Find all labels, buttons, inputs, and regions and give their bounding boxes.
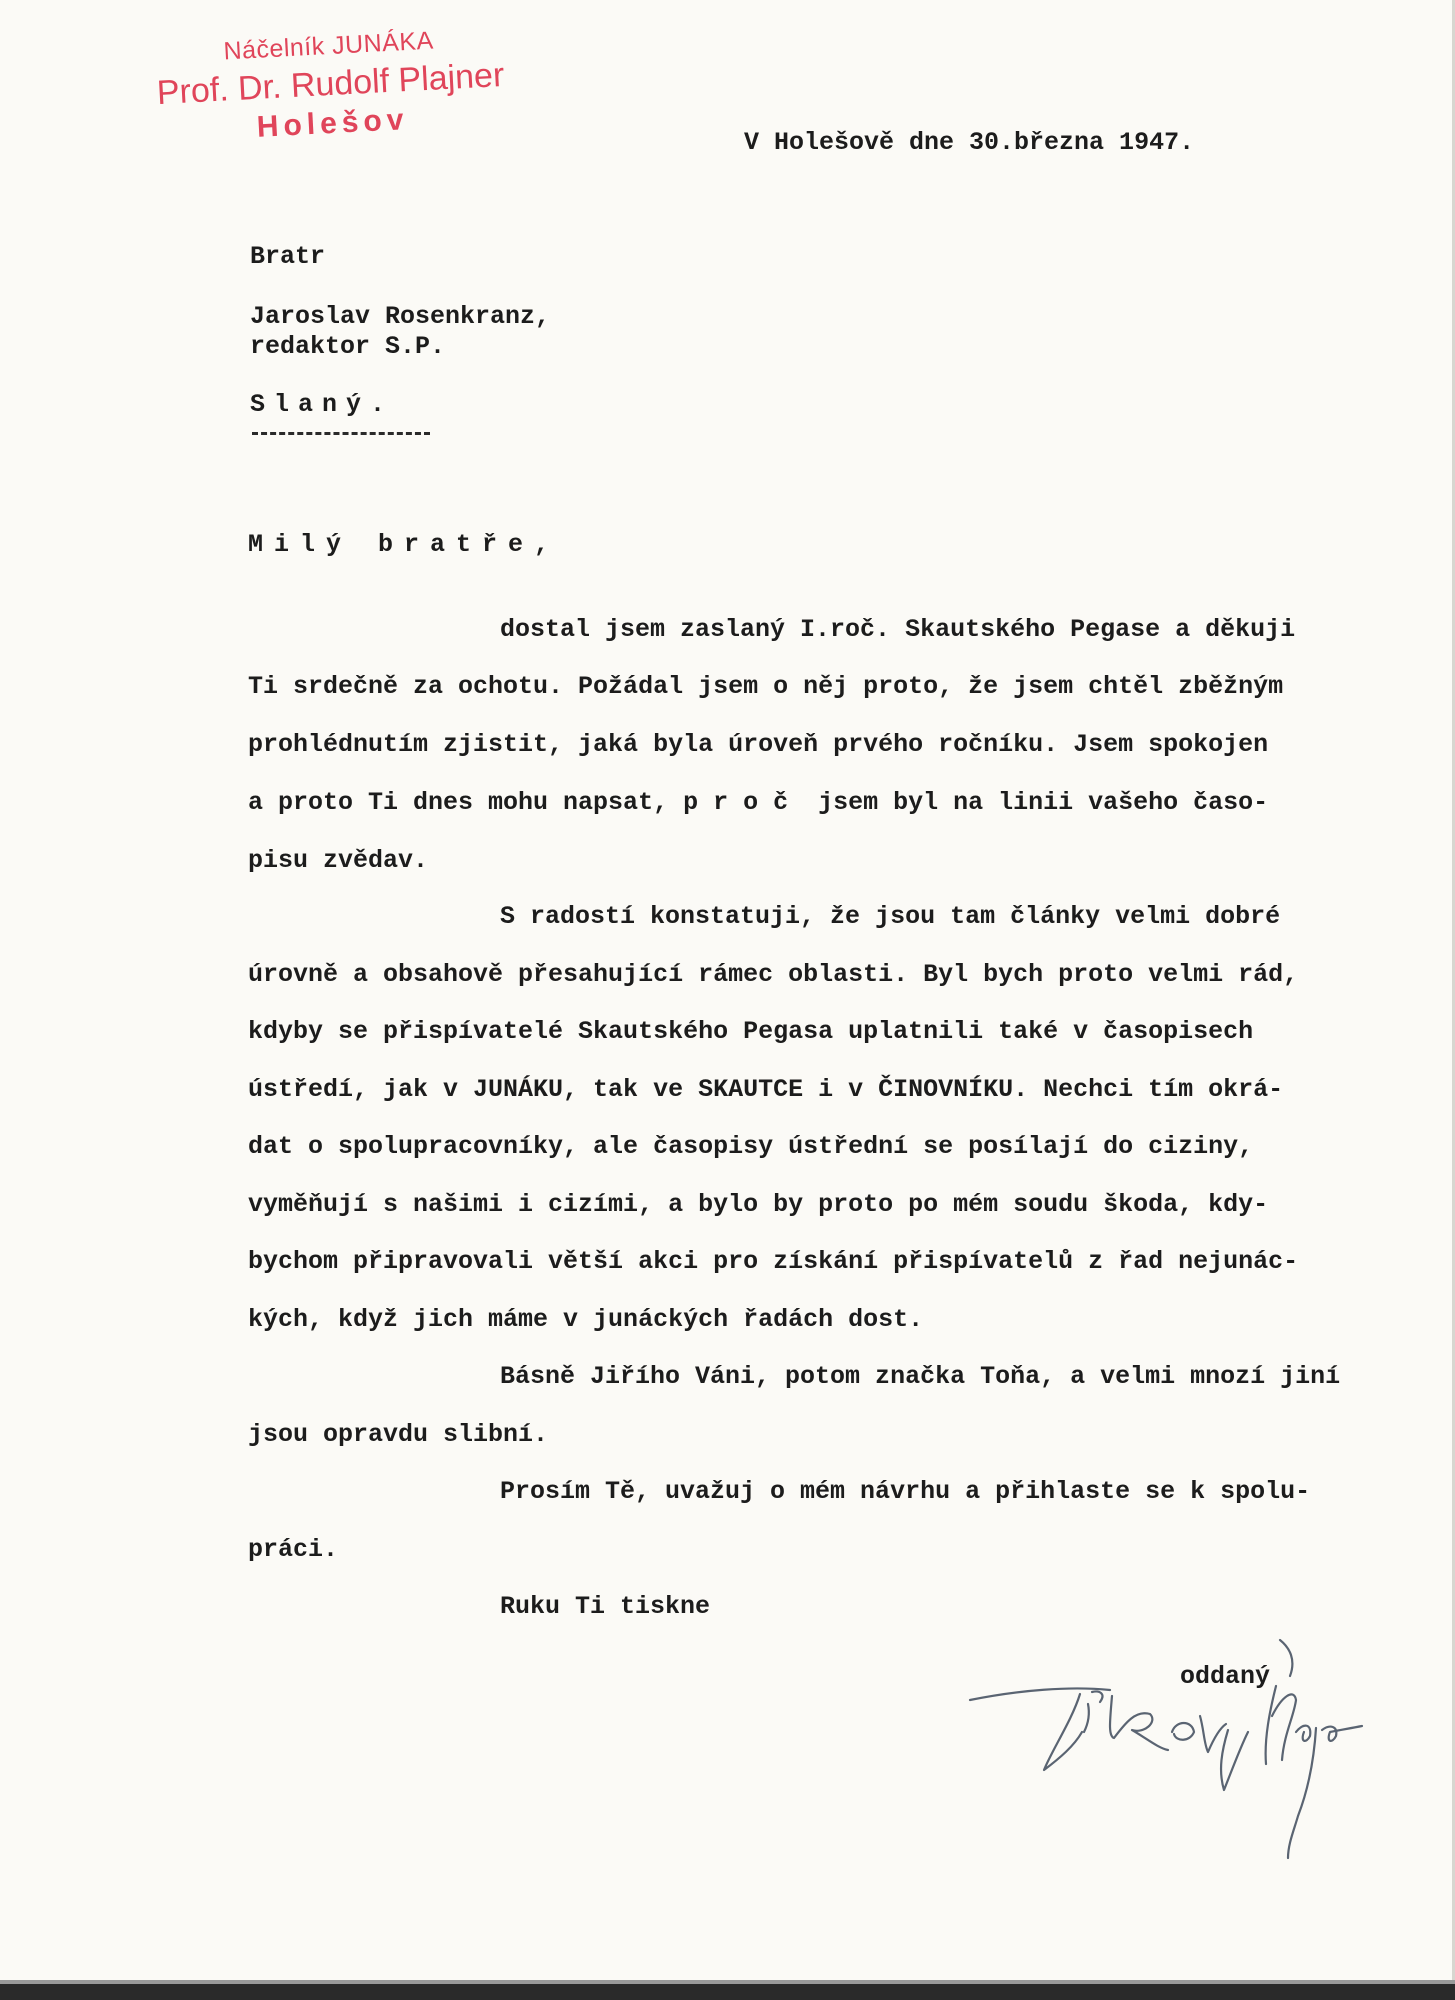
dateline: V Holešově dne 30.března 1947. bbox=[744, 128, 1195, 157]
recipient-city: Slaný. bbox=[250, 390, 395, 419]
handwritten-signature bbox=[960, 1620, 1370, 1860]
sign-off: oddaný bbox=[1180, 1662, 1271, 1691]
stamp-name: Prof. Dr. Rudolf Plajner bbox=[155, 55, 506, 113]
greeting: Milý bratře, bbox=[248, 530, 561, 559]
paragraph-line: prohlédnutím zjistit, jaká byla úroveň prvého ročníku. Jsem spokojen bbox=[248, 730, 1269, 759]
paragraph-line: Básně Jiřího Váni, potom značka Toňa, a velmi mnozí jiní bbox=[500, 1362, 1341, 1391]
stamp-city: Holešov bbox=[256, 102, 410, 144]
city-underline bbox=[252, 432, 430, 435]
closing: Ruku Ti tiskne bbox=[500, 1592, 711, 1621]
paragraph-line: S radostí konstatuji, že jsou tam články velmi dobré bbox=[500, 902, 1281, 931]
paragraph-line: jsou opravdu slibní. bbox=[248, 1420, 549, 1449]
paragraph-line: bychom připravovali větší akci pro získání přispívatelů z řad nejunác- bbox=[248, 1247, 1299, 1276]
paragraph-line: kdyby se přispívatelé Skautského Pegasa uplatnili také v časopisech bbox=[248, 1017, 1254, 1046]
sender-stamp bbox=[138, 20, 523, 153]
paragraph-line: úrovně a obsahově přesahující rámec oblasti. Byl bych proto velmi rád, bbox=[248, 960, 1299, 989]
scan-edge-bottom bbox=[0, 1984, 1455, 2000]
paragraph-line: Prosím Tě, uvažuj o mém návrhu a přihlaste se k spolu- bbox=[500, 1477, 1311, 1506]
paragraph-line: a proto Ti dnes mohu napsat, p r o č jsem byl na linii vašeho časo- bbox=[248, 788, 1269, 817]
paragraph-line: práci. bbox=[248, 1535, 339, 1564]
paragraph-line: Ti srdečně za ochotu. Požádal jsem o něj proto, že jsem chtěl zběžným bbox=[248, 672, 1284, 701]
stamp-title: Náčelník JUNÁKA bbox=[222, 26, 435, 66]
recipient-role: redaktor S.P. bbox=[250, 332, 446, 361]
paragraph-line: kých, když jich máme v junáckých řadách dost. bbox=[248, 1305, 924, 1334]
paragraph-line: pisu zvědav. bbox=[248, 846, 429, 875]
paragraph-line: dostal jsem zaslaný I.roč. Skautského Pegase a děkuji bbox=[500, 615, 1296, 644]
paragraph-line: vyměňují s našimi i cizími, a bylo by proto po mém soudu škoda, kdy- bbox=[248, 1190, 1269, 1219]
recipient-name: Jaroslav Rosenkranz, bbox=[250, 302, 551, 331]
paragraph-line: dat o spolupracovníky, ale časopisy ústřední se posílají do ciziny, bbox=[248, 1132, 1254, 1161]
paragraph-line: ústředí, jak v JUNÁKU, tak ve SKAUTCE i v ČINOVNÍKU. Nechci tím okrá- bbox=[248, 1075, 1284, 1104]
recipient-title: Bratr bbox=[250, 242, 326, 271]
